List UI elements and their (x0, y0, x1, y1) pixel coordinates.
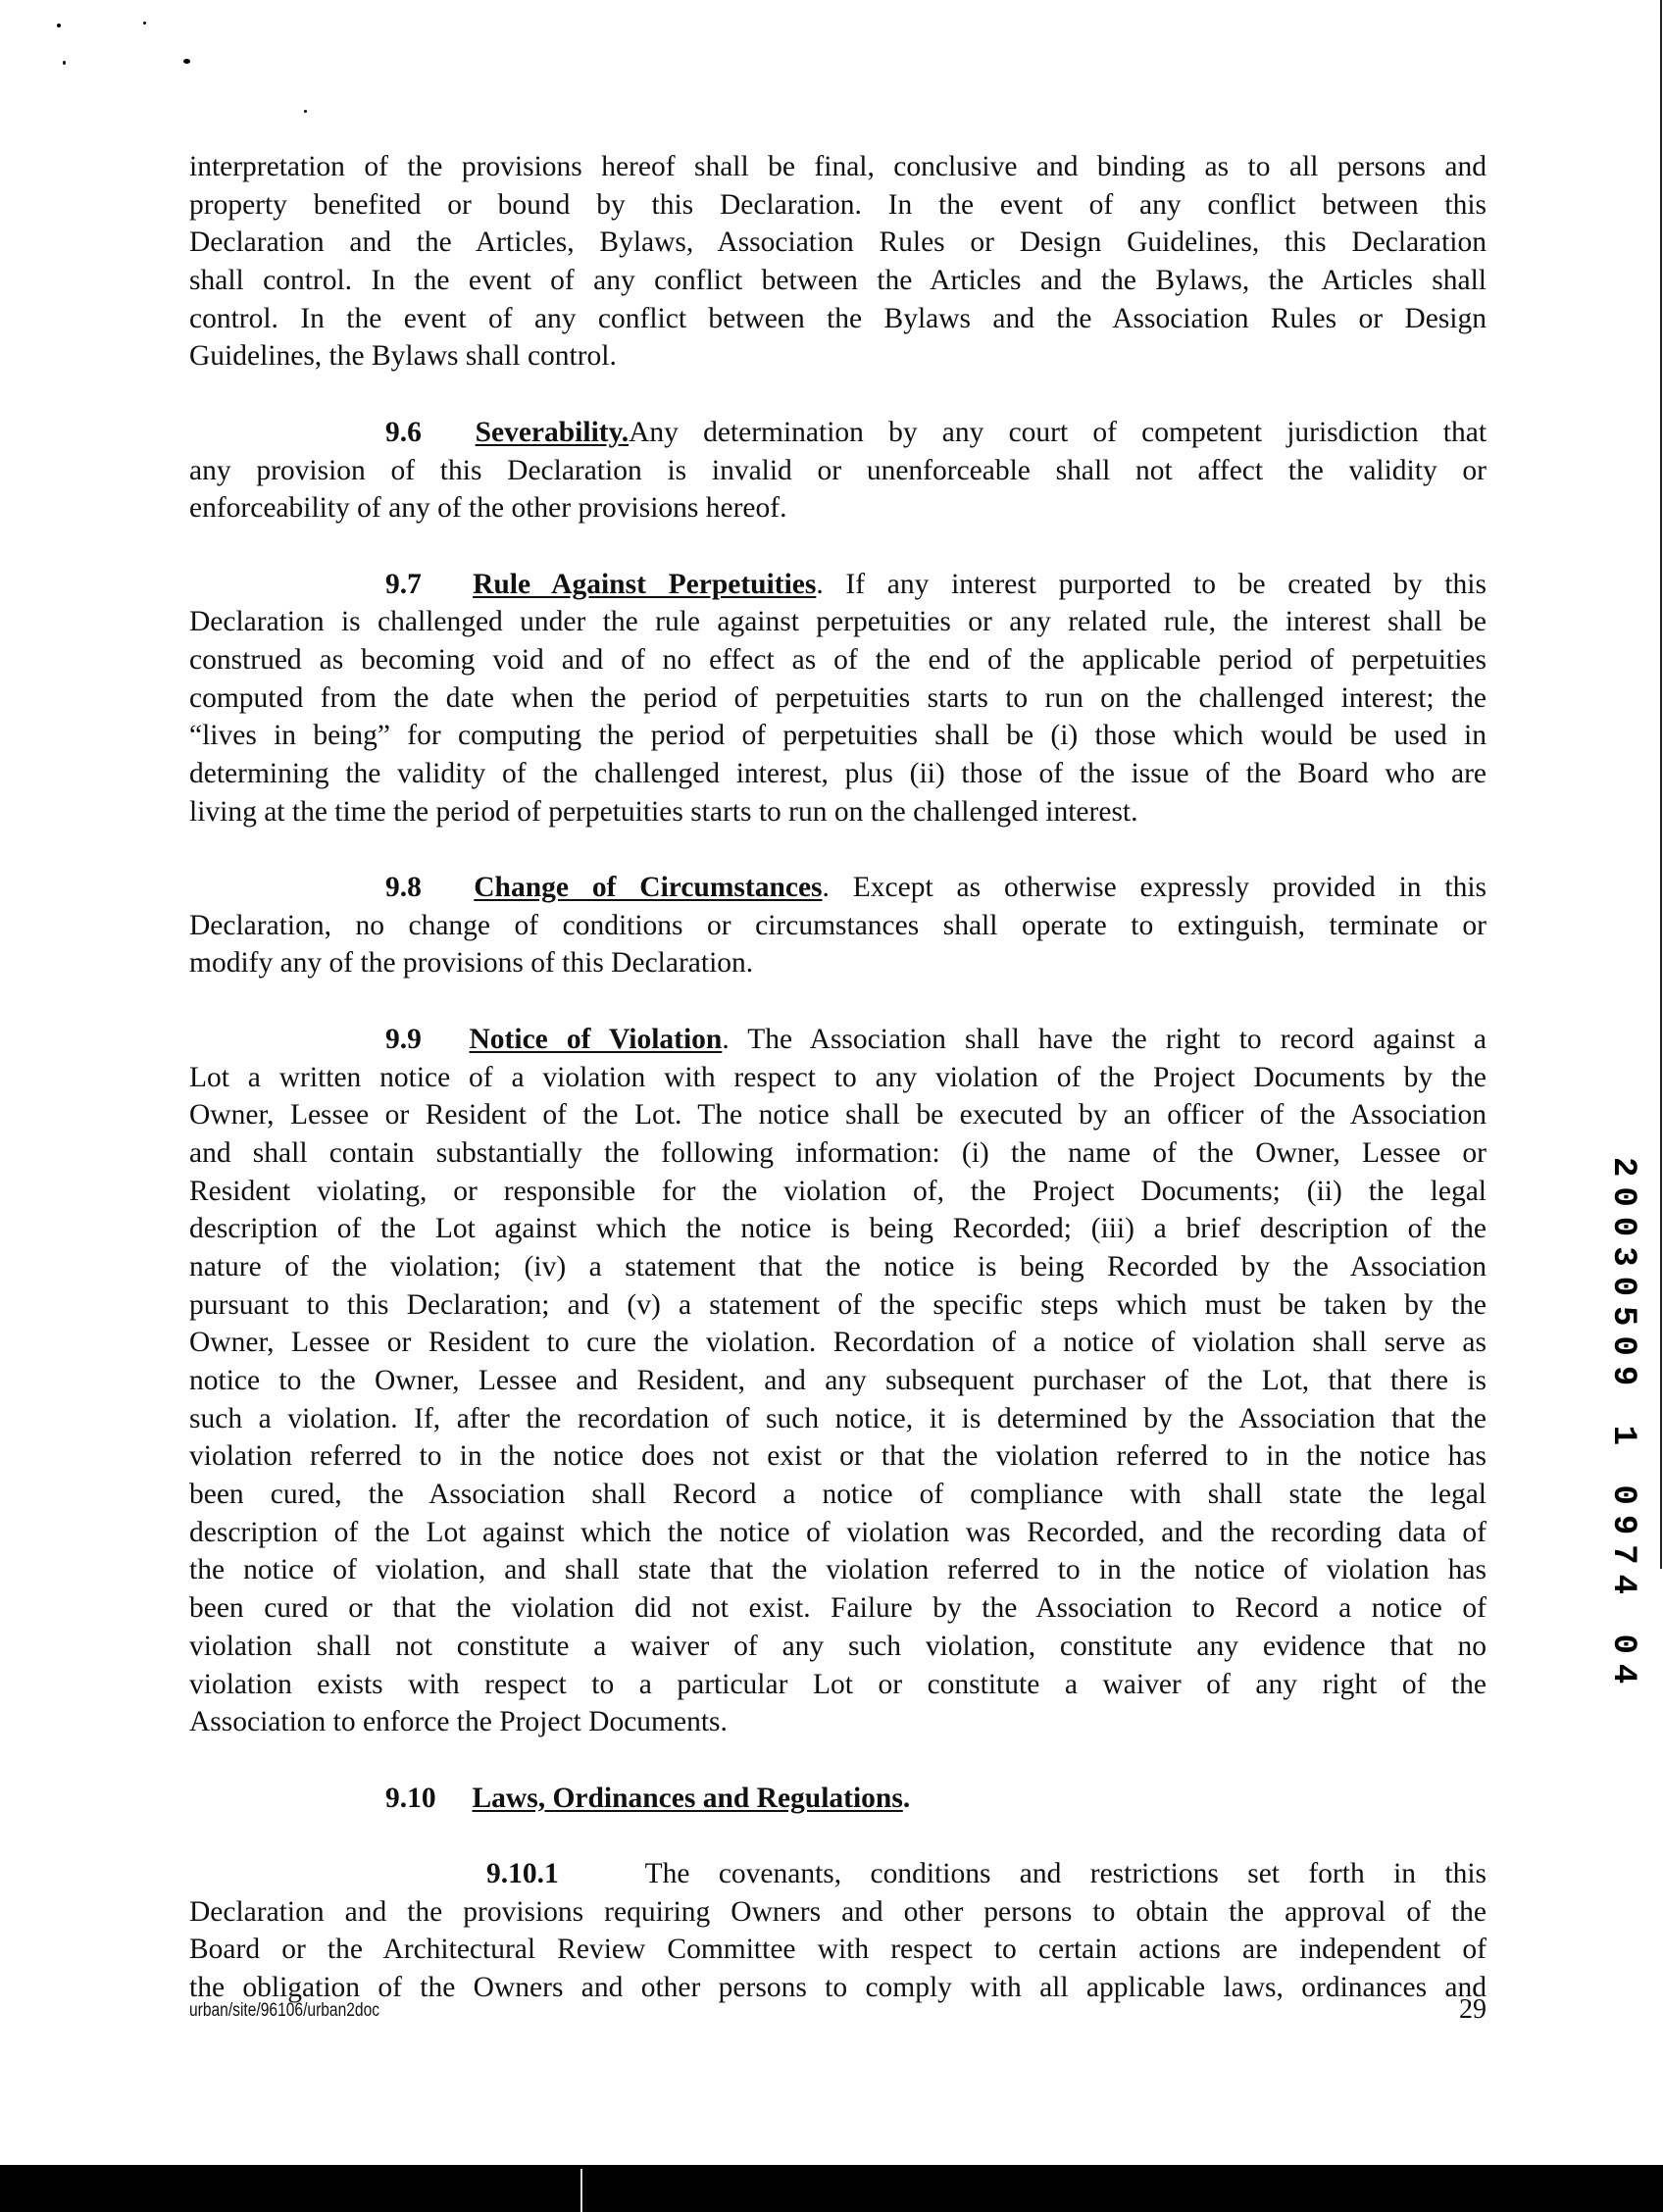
section-text: The covenants, conditions and restrictions set forth in this (644, 1857, 1487, 1889)
text-line: pursuant to this Declaration; and (v) a statement of the specific steps which must be taken by the (189, 1288, 1487, 1321)
text-line: notice to the Owner, Lessee and Resident, and any subsequent purchaser of the Lot, that there is (189, 1365, 1487, 1396)
section-text: . Except as otherwise expressly provided in this (822, 872, 1487, 904)
section-text: . If any interest purported to be created by this (816, 568, 1487, 600)
text-line: Declaration, no change of conditions or circumstances shall operate to extinguish, terminate or (189, 909, 1487, 941)
blank-line (189, 1741, 1487, 1780)
page-number: 29 (1459, 1994, 1487, 2025)
section-number: 9.7 (385, 568, 422, 600)
paragraph (189, 1855, 1487, 2007)
text-line: construed as becoming void and of no effect as of the end of the applicable period of perpetuities (189, 643, 1487, 676)
scan-speck (57, 24, 61, 27)
scan-speck (63, 61, 66, 65)
section-heading: Change of Circumstances (474, 872, 823, 904)
section-number: 9.8 (385, 872, 422, 904)
text-line: interpretation of the provisions hereof shall be final, conclusive and binding as to all persons and (189, 151, 1487, 182)
text-line: Owner, Lessee or Resident of the Lot. The notice shall be executed by an officer of the Association (189, 1099, 1487, 1131)
text-line: control. In the event of any conflict between the Bylaws and the Association Rules or Design (189, 302, 1487, 334)
text-line: and shall contain substantially the following information: (i) the name of the Owner, Lessee or (189, 1136, 1487, 1169)
scan-bottom-band (0, 2165, 1663, 2212)
section-number: 9.10.1 (486, 1857, 559, 1889)
text-line: description of the Lot against which the notice is being Recorded; (iii) a brief description of the (189, 1213, 1487, 1245)
text-line: description of the Lot against which the notice of violation was Recorded, and the recording data of (189, 1516, 1487, 1548)
section-first-line (189, 1021, 1487, 1059)
text-line: been cured, the Association shall Record a notice of compliance with shall state the legal (189, 1479, 1487, 1511)
text-line: Owner, Lessee or Resident to cure the violation. Recordation of a notice of violation shall serve as (189, 1327, 1487, 1359)
section-number: 9.6 (385, 416, 422, 448)
paragraph (189, 148, 1487, 376)
document-body (189, 148, 1487, 2007)
section-heading: Notice of Violation (469, 1023, 723, 1055)
text-line: Declaration is challenged under the rule against perpetuities or any related rule, the interest shall be (189, 606, 1487, 638)
footer-file-path: urban/site/96106/urban2doc (189, 2000, 380, 2021)
scan-band-gap (580, 2169, 582, 2212)
text-line: Declaration and the provisions requiring Owners and other persons to obtain the approval of the (189, 1895, 1487, 1928)
text-line: Lot a written notice of a violation with respect to any violation of the Project Documents by the (189, 1061, 1487, 1093)
section-heading: Severability. (475, 416, 630, 448)
blank-line (189, 982, 1487, 1021)
section-heading: Rule Against Perpetuities (473, 568, 817, 600)
text-line: violation shall not constitute a waiver of any such violation, constitute any evidence that no (189, 1630, 1487, 1662)
text-line: enforceability of any of the other provisions hereof. (189, 492, 787, 525)
paragraph (189, 1780, 1487, 1818)
paragraph (189, 869, 1487, 982)
text-line: any provision of this Declaration is invalid or unenforceable shall not affect the validity or (189, 454, 1487, 486)
section-text: . (902, 1782, 911, 1814)
section-heading: Laws, Ordinances and Regulations (472, 1782, 903, 1814)
scan-speck (304, 110, 307, 113)
blank-line (189, 376, 1487, 414)
text-line: the notice of violation, and shall state that the violation referred to in the notice of violation has (189, 1554, 1487, 1586)
paragraph (189, 566, 1487, 831)
section-number: 9.10 (385, 1782, 436, 1814)
text-line: the obligation of the Owners and other persons to comply with all applicable laws, ordinances and (189, 1972, 1487, 2003)
section-first-line (189, 869, 1487, 907)
blank-line (189, 1817, 1487, 1855)
section-number: 9.9 (385, 1023, 422, 1055)
blank-line (189, 830, 1487, 869)
text-line: Guidelines, the Bylaws shall control. (189, 340, 617, 373)
text-line: been cured or that the violation did not exist. Failure by the Association to Record a notice of (189, 1592, 1487, 1625)
section-text: . The Association shall have the right to record against a (722, 1023, 1487, 1055)
text-line: Resident violating, or responsible for the violation of, the Project Documents; (ii) the legal (189, 1175, 1487, 1207)
text-line: computed from the date when the period of perpetuities starts to run on the challenged interest; the (189, 681, 1487, 714)
text-line: Association to enforce the Project Documents. (189, 1706, 728, 1738)
text-line: violation referred to in the notice does not exist or that the violation referred to in the notice has (189, 1440, 1487, 1473)
text-line: determining the validity of the challenged interest, plus (ii) those of the issue of the Board who are (189, 758, 1487, 789)
page-footer (189, 1994, 1487, 2025)
paragraph (189, 1021, 1487, 1741)
blank-line (189, 528, 1487, 566)
section-first-line (189, 566, 1487, 604)
text-line: modify any of the provisions of this Declaration. (189, 947, 754, 980)
scan-speck (143, 22, 146, 25)
recording-stamp: 20030509 1 0974 04 (1604, 1157, 1641, 1694)
section-first-line (189, 1780, 1487, 1818)
text-line: Declaration and the Articles, Bylaws, Association Rules or Design Guidelines, this Declaration (189, 226, 1487, 259)
section-text: Any determination by any court of competent jurisdiction that (629, 416, 1487, 448)
text-line: property benefited or bound by this Declaration. In the event of any conflict between this (189, 188, 1487, 221)
scan-edge-line (1660, 0, 1662, 1569)
section-first-line (189, 414, 1487, 452)
scan-speck (183, 59, 190, 64)
text-line: “lives in being” for computing the period of perpetuities shall be (i) those which would be used in (189, 720, 1487, 752)
text-line: shall control. In the event of any conflict between the Articles and the Bylaws, the Articles shall (189, 265, 1487, 297)
text-line: living at the time the period of perpetuities starts to run on the challenged interest. (189, 795, 1138, 828)
section-first-line (189, 1855, 1487, 1893)
text-line: violation exists with respect to a particular Lot or constitute a waiver of any right of the (189, 1668, 1487, 1700)
text-line: Board or the Architectural Review Committee with respect to certain actions are independent of (189, 1934, 1487, 1966)
text-line: nature of the violation; (iv) a statement that the notice is being Recorded by the Association (189, 1250, 1487, 1282)
paragraph (189, 414, 1487, 528)
text-line: such a violation. If, after the recordation of such notice, it is determined by the Association that the (189, 1402, 1487, 1434)
